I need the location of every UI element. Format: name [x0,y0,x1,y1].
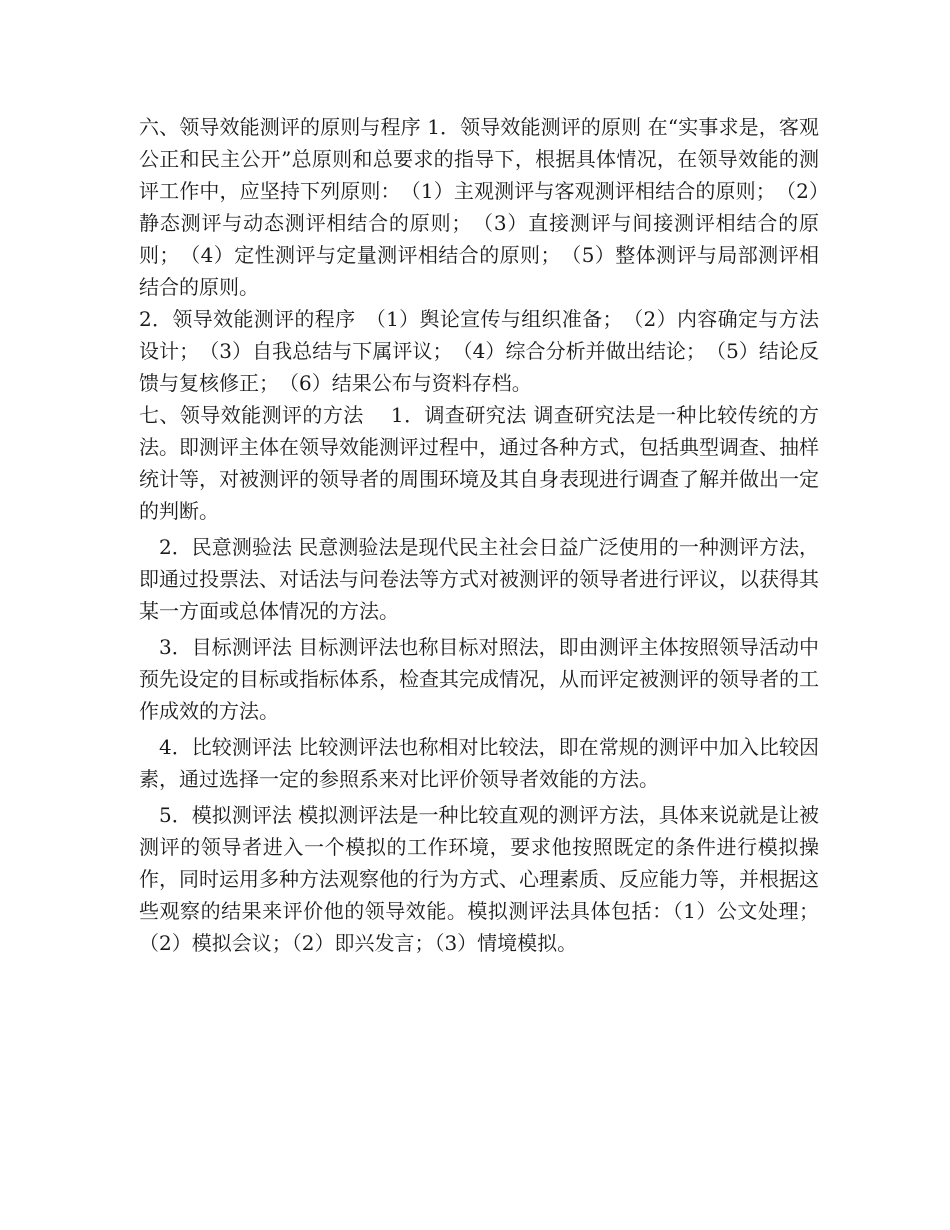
paragraph-method-target: 3．目标测评法 目标测评法也称目标对照法，即由测评主体按照领导活动中预先设定的目标或指标体系，检查其完成情况，从而评定被测评的领导者的工作成效的方法。 [139,635,819,723]
paragraph-principles: 六、领导效能测评的原则与程序 1．领导效能测评的原则 在“实事求是，客观公正和民主公开”总原则和总要求的指导下，根据具体情况，在领导效能的测评工作中，应坚持下列原则： （1）主观测评与客观测评相结合的原则； （2）静态测评与动态测评相结合的原则； （3）直接测评与间接测评相结合的原则； （4）定性测评与定量测评相结合的原则； （5）整体测评与局部测评相结合的原则。 [139,115,819,299]
paragraph-method-poll: 2．民意测验法 民意测验法是现代民主社会日益广泛使用的一种测评方法，即通过投票法、对话法与问卷法等方式对被测评的领导者进行评议，以获得其某一方面或总体情况的方法。 [139,535,819,623]
document-body [139,111,819,959]
paragraph-method-comparison: 4．比较测评法 比较测评法也称相对比较法，即在常规的测评中加入比较因素，通过选择一定的参照系来对比评价领导者效能的方法。 [139,735,819,791]
paragraph-procedure: 2．领导效能测评的程序 （1）舆论宣传与组织准备； （2）内容确定与方法设计； （3）自我总结与下属评议； （4）综合分析并做出结论； （5）结论反馈与复核修正； （6）结果公布与资料存档。 [139,307,819,395]
paragraph-methods-survey: 七、领导效能测评的方法 1．调查研究法 调查研究法是一种比较传统的方法。即测评主体在领导效能测评过程中，通过各种方式，包括典型调查、抽样统计等，对被测评的领导者的周围环境及其自身表现进行调查了解并做出一定的判断。 [139,403,819,523]
paragraph-method-simulation: 5．模拟测评法 模拟测评法是一种比较直观的测评方法，具体来说就是让被测评的领导者进入一个模拟的工作环境，要求他按照既定的条件进行模拟操作，同时运用多种方法观察他的行为方式、心理素质、反应能力等，并根据这些观察的结果来评价他的领导效能。模拟测评法具体包括：（1）公文处理；（2）模拟会议；（2）即兴发言；（3）情境模拟。 [139,803,819,955]
